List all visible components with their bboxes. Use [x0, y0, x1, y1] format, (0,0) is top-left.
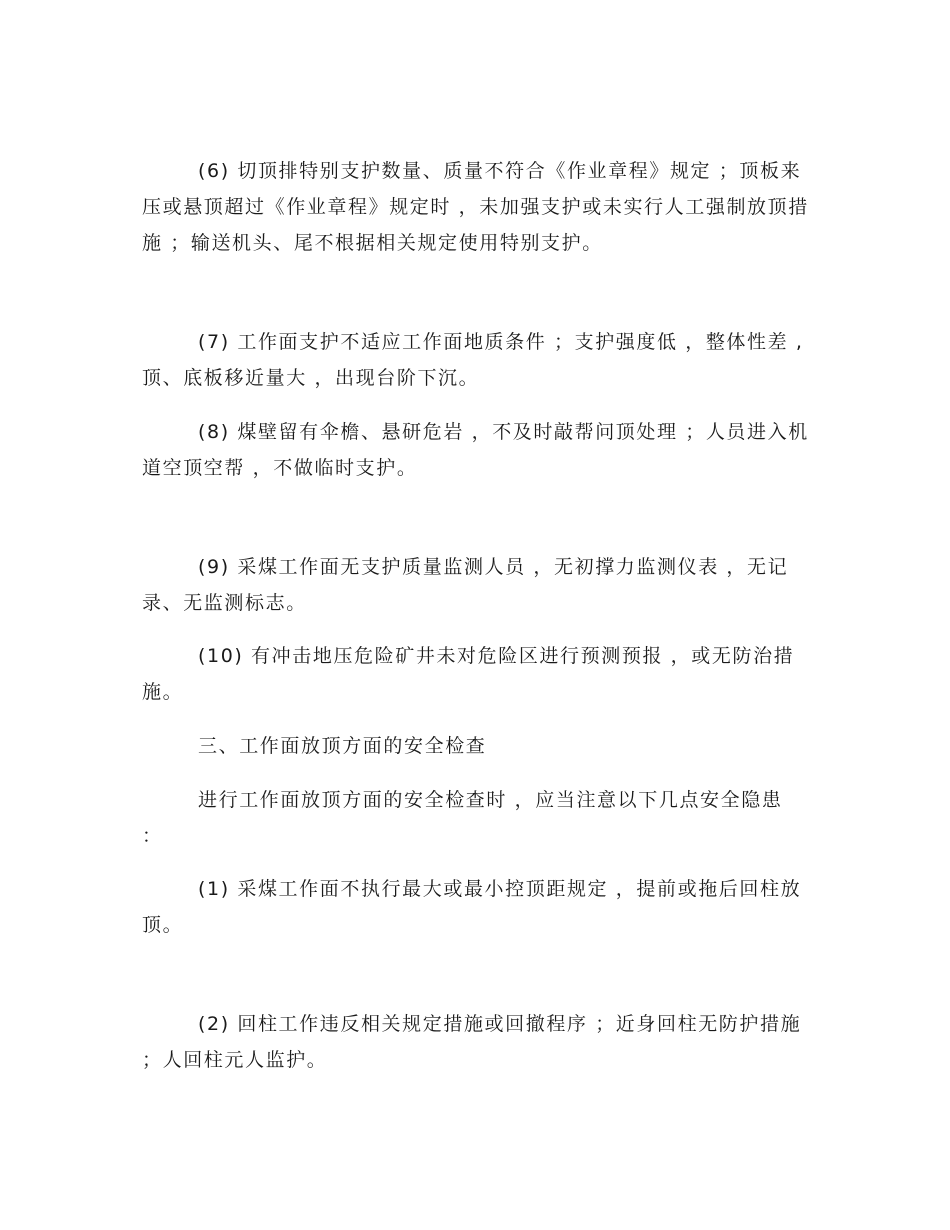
section-heading: 三、工作面放顶方面的安全检查	[198, 735, 487, 757]
paragraph-item-10: (10) 有冲击地压危险矿井未对危险区进行预测预报 ，或无防治措施。	[142, 645, 795, 703]
paragraph-item-6: (6) 切顶排特别支护数量、质量不符合《作业章程》规定 ；顶板来压或悬顶超过《作业章程》规定时 ，未加强支护或未实行人工强制放顶措 施 ；输送机头、尾不根据相关规定使用特别支护。	[142, 160, 809, 254]
paragraph-item-7: (7) 工作面支护不适应工作面地质条件 ；支护强度低 ，整体性差 ,顶、底板移近量大 ，出现台阶下沉。	[142, 331, 804, 389]
paragraph-item-9: (9) 采煤工作面无支护质量监测人员 ，无初撑力监测仪表 ，无记录、无监测标志。	[142, 556, 789, 614]
section-item-1: (1) 采煤工作面不执行最大或最小控顶距规定 ，提前或拖后回柱放顶。	[142, 878, 802, 936]
section-intro-paragraph: 进行工作面放顶方面的安全检查时 ，应当注意以下几点安全隐患 ：	[142, 789, 783, 847]
section-item-2: (2) 回柱工作违反相关规定措施或回撤程序 ；近身回柱无防护措施 ；人回柱元人监护。	[142, 1013, 802, 1071]
paragraph-item-8: (8) 煤壁留有伞檐、悬研危岩 ，不及时敲帮问顶处理 ；人员进入机道空顶空帮 ，不做临时支护。	[142, 421, 809, 479]
